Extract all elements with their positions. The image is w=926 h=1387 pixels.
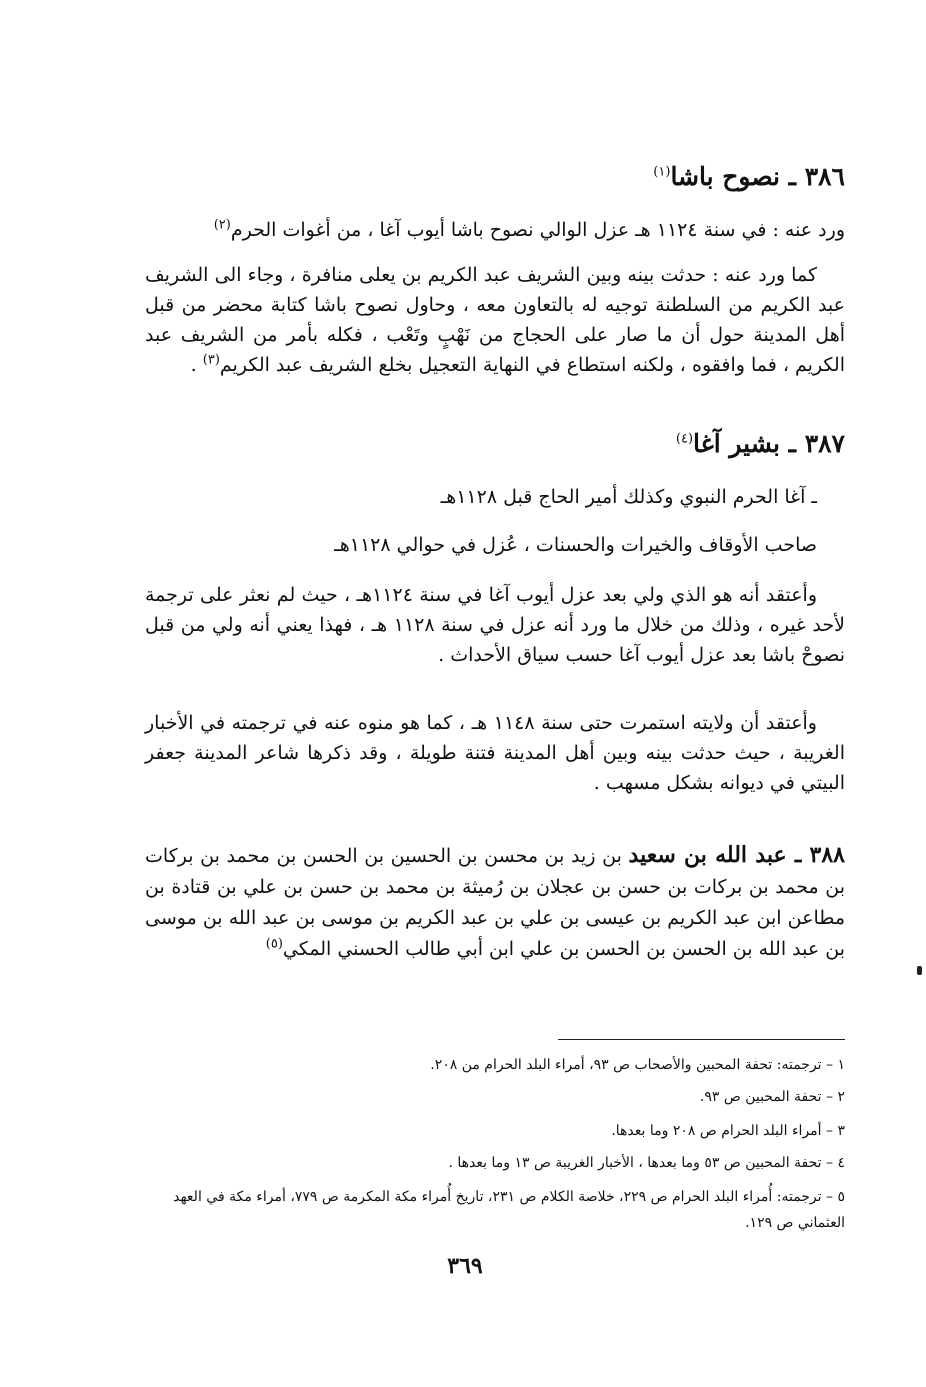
- footnote-3: ٣ – أمراء البلد الحرام ص ٢٠٨ وما بعدها.: [611, 1123, 845, 1139]
- footnote-5: ٥ – ترجمته: أُمراء البلد الحرام ص ٢٢٩، خلاصة الكلام ص ٢٣١، تاريخ أُمراء مكة المكرمة ص ٧٧٩، أمراء مكة في العهد العثماني ص ١٢٩.: [173, 1189, 845, 1231]
- paragraph-text: صاحب الأوقاف والخيرات والحسنات ، عُزل في حوالي ١١٢٨هـ: [334, 534, 817, 556]
- entry-387-paragraph-1: [145, 482, 845, 512]
- footnote-ref-3: (٣): [202, 352, 220, 368]
- entry-387-title: ٣٨٧ ـ بشير آغا: [693, 429, 845, 458]
- paragraph-text: وأعتقد أنه هو الذي ولي بعد عزل أيوب آغا في سنة ١١٢٤هـ ، حيث لم نعثر على ترجمة لأحد غيره ، وذلك من خلال ما ورد أنه عزل في سنة ١١٢٨ هـ ، فهذا يعني أنه ولي من قبل نصوحْ باشا بعد عزل أيوب آغا حسب سياق الأحداث .: [145, 584, 845, 666]
- paragraph-text: بن زيد بن محسن بن الحسين بن الحسن بن محمد بن بركات بن محمد بن بركات بن حسن بن عجلان بن رُميثة بن محمد بن حسن بن علي بن قتادة بن مطاعن ابن عبد الكريم بن عيسى بن علي بن عبد الكريم بن موسى بن عبد الله بن موسى بن عبد الله بن الحسن بن الحسن بن علي ابن أبي طالب الحسني المكي: [145, 845, 845, 960]
- entry-386-heading: [145, 160, 845, 194]
- entry-387-paragraph-3: [145, 580, 845, 670]
- footnote-ref-5: (٥): [265, 936, 283, 952]
- footnote-4: ٤ – تحفة المحبين ص ٥٣ وما بعدها ، الأخبار الغريبة ص ١٣ وما بعدها .: [448, 1155, 845, 1171]
- page-number: ٣٦٩: [447, 1253, 483, 1279]
- footnote-1: ١ – ترجمته: تحفة المحبين والأصحاب ص ٩٣، أمراء البلد الحرام من ٢٠٨.: [430, 1057, 845, 1073]
- entry-387-paragraph-4: [145, 708, 845, 798]
- entry-386-paragraph-1: [145, 215, 845, 245]
- footnote-separator: [558, 1039, 845, 1040]
- scan-mark: [917, 966, 922, 975]
- footnote-2: ٢ – تحفة المحبين ص ٩٣.: [699, 1089, 845, 1105]
- paragraph-text: كما ورد عنه : حدثت بينه وبين الشريف عبد الكريم بن يعلى منافرة ، وجاء الى الشريف عبد الكريم من السلطنة توجيه له بالتعاون معه ، وحاول نصوح باشا كتابة محضر من قبل أهل المدينة حول أن ما صار على الحجاج من نَهْبٍ وتَعْب ، فكله بأمر من الشريف عبد الكريم ، فما وافقوه ، ولكنه استطاع في النهاية التعجيل بخلع الشريف عبد الكريم: [145, 264, 845, 376]
- footnote-ref-4: (٤): [675, 431, 694, 447]
- entry-388-paragraph: [145, 840, 845, 965]
- paragraph-tail: .: [190, 354, 203, 376]
- entry-386-paragraph-2: [145, 260, 845, 380]
- paragraph-text: ـ آغا الحرم النبوي وكذلك أمير الحاج قبل ١١٢٨هـ: [440, 486, 817, 508]
- entry-387-heading: [145, 427, 845, 461]
- paragraph-text: ورد عنه : في سنة ١١٢٤ هـ عزل الوالي نصوح باشا أيوب آغا ، من أغوات الحرم: [230, 219, 845, 241]
- entry-387-paragraph-2: [145, 530, 845, 560]
- footnote-ref-2: (٢): [213, 217, 231, 233]
- footnote-ref-1: (١): [653, 164, 671, 180]
- paragraph-text: وأعتقد أن ولايته استمرت حتى سنة ١١٤٨ هـ ، كما هو منوه عنه في ترجمته في الأخبار الغريبة ، حيث حدثت بينه وبين أهل المدينة فتنة طويلة ، وقد ذكرها شاعر المدينة جعفر البيتي في ديوانه بشكل مسهب .: [145, 712, 845, 794]
- entry-388-title: ٣٨٨ ـ عبد الله بن سعيد: [628, 842, 845, 868]
- entry-386-title: ٣٨٦ ـ نصوح باشا: [670, 162, 845, 191]
